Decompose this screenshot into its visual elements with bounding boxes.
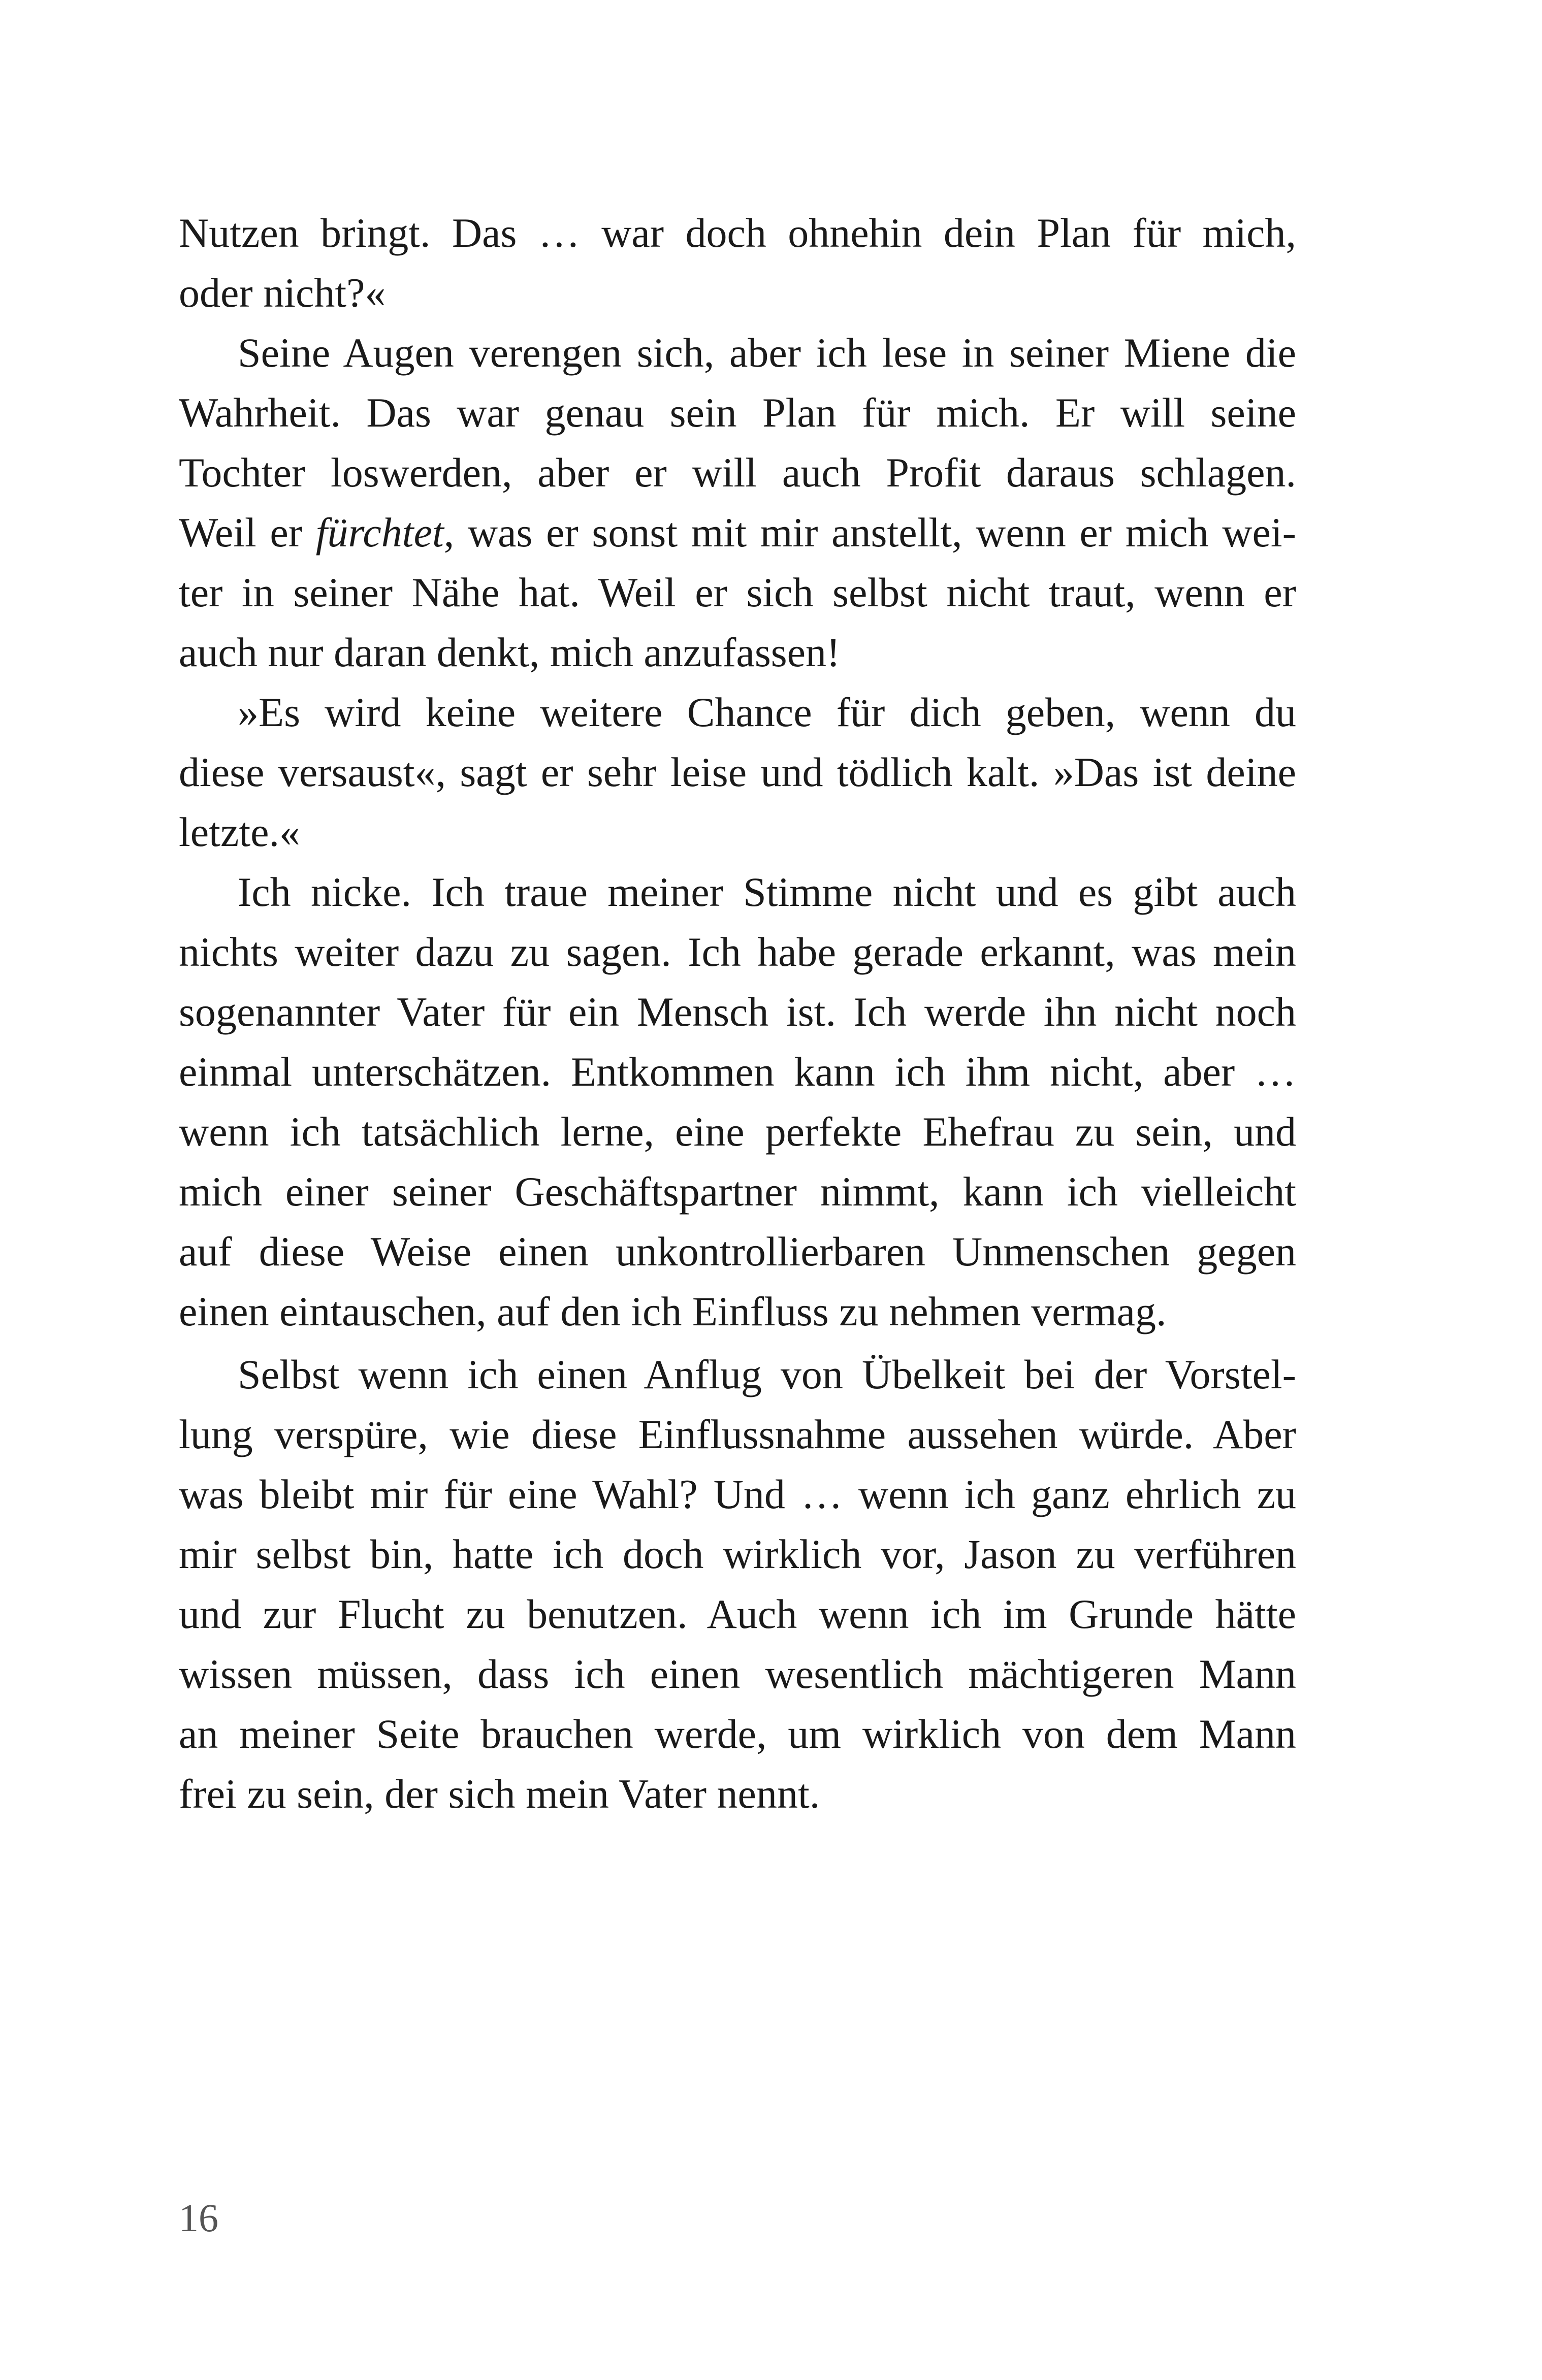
- emphasized-word: fürchtet: [315, 509, 444, 556]
- text-line: und zur Flucht zu benutzen. Auch wenn ich im Grunde hätte: [179, 1591, 1296, 1637]
- text-line: wenn ich tatsächlich lerne, eine perfekte Ehefrau zu sein, und: [179, 1109, 1296, 1155]
- text-line: lung verspüre, wie diese Einflussnahme aussehen würde. Aber: [179, 1411, 1296, 1457]
- text-line: »Es wird keine weitere Chance für dich geben, wenn du: [238, 689, 1296, 735]
- text-line: an meiner Seite brauchen werde, um wirklich von dem Mann: [179, 1711, 1296, 1757]
- text-line: frei zu sein, der sich mein Vater nennt.: [179, 1771, 820, 1817]
- text-line: [179, 503, 1296, 563]
- body-text: [179, 203, 1296, 1824]
- text-line: nichts weiter dazu zu sagen. Ich habe gerade erkannt, was mein: [179, 929, 1296, 975]
- text-line: ter in seiner Nähe hat. Weil er sich selbst nicht traut, wenn er: [179, 569, 1296, 615]
- text-run: Weil er: [179, 509, 316, 556]
- text-line: einmal unterschätzen. Entkommen kann ich ihm nicht, aber …: [179, 1049, 1296, 1095]
- text-line: mir selbst bin, hatte ich doch wirklich vor, Jason zu verführen: [179, 1531, 1296, 1577]
- text-line: was bleibt mir für eine Wahl? Und … wenn ich ganz ehrlich zu: [179, 1471, 1296, 1517]
- text-line: oder nicht?«: [179, 270, 386, 316]
- text-line: diese versaust«, sagt er sehr leise und tödlich kalt. »Das ist deine: [179, 749, 1296, 795]
- text-line: Wahrheit. Das war genau sein Plan für mich. Er will seine: [179, 389, 1296, 436]
- text-line: auf diese Weise einen unkontrollierbaren Unmenschen gegen: [179, 1228, 1296, 1275]
- text-line: Tochter loswerden, aber er will auch Profit daraus schlagen.: [179, 449, 1296, 496]
- text-line: mich einer seiner Geschäftspartner nimmt, kann ich vielleicht: [179, 1168, 1296, 1215]
- text-line: Nutzen bringt. Das … war doch ohnehin dein Plan für mich,: [179, 210, 1296, 256]
- text-line: Seine Augen verengen sich, aber ich lese in seiner Miene die: [238, 330, 1296, 376]
- text-run: , was er sonst mit mir anstellt, wenn er mich wei-: [443, 509, 1296, 556]
- page-number: 16: [179, 2196, 218, 2240]
- text-line: sogenannter Vater für ein Mensch ist. Ich werde ihn nicht noch: [179, 989, 1296, 1035]
- text-line: Selbst wenn ich einen Anflug von Übelkeit bei der Vorstel-: [238, 1351, 1296, 1397]
- text-line: wissen müssen, dass ich einen wesentlich mächtigeren Mann: [179, 1651, 1296, 1697]
- text-line: Ich nicke. Ich traue meiner Stimme nicht und es gibt auch: [238, 869, 1296, 915]
- text-line: auch nur daran denkt, mich anzufassen!: [179, 629, 841, 675]
- text-line: einen eintauschen, auf den ich Einfluss zu nehmen vermag.: [179, 1288, 1167, 1334]
- text-line: letzte.«: [179, 809, 301, 855]
